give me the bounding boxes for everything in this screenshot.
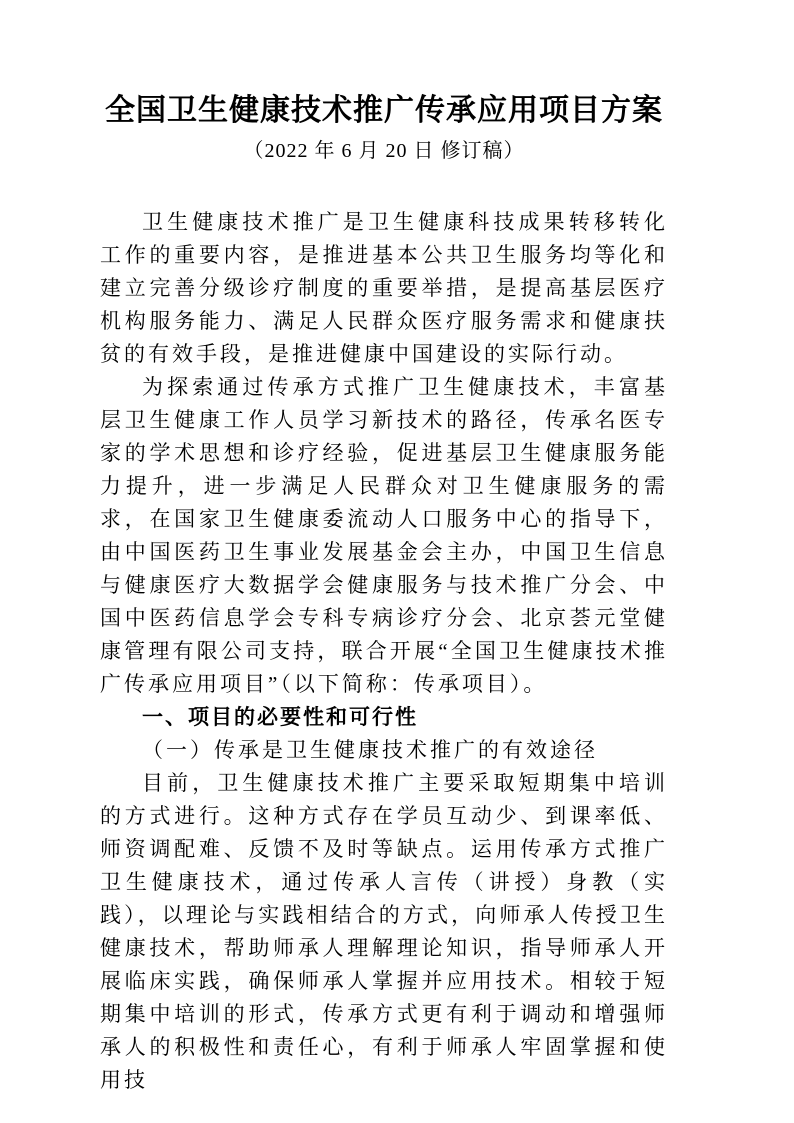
sub-section-heading: （一）传承是卫生健康技术推广的有效途径 xyxy=(142,738,598,762)
body-paragraph: 目前，卫生健康技术推广主要采取短期集中培训的方式进行。这种方式存在学员互动少、到课率低、师资调配难、反馈不及时等缺点。运用传承方式推广卫生健康技术，通过传承人言传（讲授）身教（实践），以理论与实践相结合的方式，向师承人传授卫生健康技术，帮助师承人理解理论知识，指导师承人开展临床实践，确保师承人掌握并应用技术。相较于短期集中培训的形式，传承方式更有利于调动和增强师承人的积极性和责任心，有利于师承人牢固掌握和使用技 xyxy=(100,771,668,1092)
body-paragraph: 为探索通过传承方式推广卫生健康技术，丰富基层卫生健康工作人员学习新技术的路径，传承名医专家的学术思想和诊疗经验，促进基层卫生健康服务能力提升，进一步满足人民群众对卫生健康服务的需求，在国家卫生健康委流动人口服务中心的指导下，由中国医药卫生事业发展基金会主办，中国卫生信息与健康医疗大数据学会健康服务与技术推广分会、中国中医药信息学会专科专病诊疗分会、北京荟元堂健康管理有限公司支持，联合开展“全国卫生健康技术推广传承应用项目”（以下简称：传承项目）。 xyxy=(100,375,668,696)
section-heading: 一、项目的必要性和可行性 xyxy=(142,706,418,729)
document-subtitle: （2022 年 6 月 20 日 修订稿） xyxy=(243,140,525,162)
document-body xyxy=(100,206,668,1097)
document-title: 全国卫生健康技术推广传承应用项目方案 xyxy=(105,94,663,127)
body-paragraph: 卫生健康技术推广是卫生健康科技成果转移转化工作的重要内容，是推进基本公共卫生服务均等化和建立完善分级诊疗制度的重要举措，是提高基层医疗机构服务能力、满足人民群众医疗服务需求和健康扶贫的有效手段，是推进健康中国建设的实际行动。 xyxy=(100,210,668,366)
